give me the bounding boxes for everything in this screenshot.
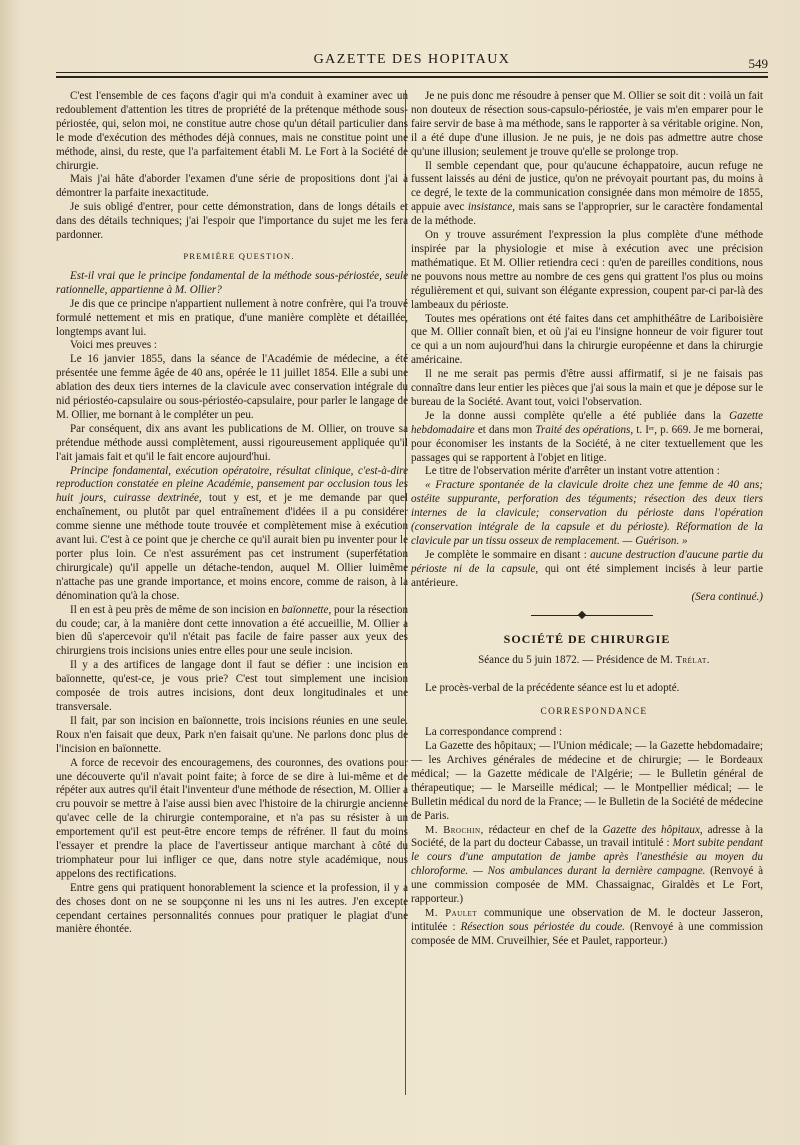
paragraph: On y trouve assurément l'expression la plus complète d'une méthode inspirée par la physiologie et mise à exécution avec une précision mathématique. Et M. Ollier retiendra ceci : qu'en de pareilles conditions, nous ne pouvons nous mettre au nombre de ces gens qui grattent l'os plus ou moins régulièrement et qui, suivant son élégante expression, coupent par-ci par-là des lambeaux du périoste. [411,229,763,311]
paragraph: Le titre de l'observation mérite d'arrêter un instant votre attention : [425,465,720,478]
ornament-diamond-icon [578,610,586,618]
left-column [56,90,408,937]
italic-word: aucune destruction d'aucune partie du périoste ni de la capsule, [411,548,764,575]
paragraph: Mais j'ai hâte d'aborder l'examen d'une série de propositions dont j'ai à démontrer la parfaite inexactitude. [56,173,408,200]
paragraph: Voici mes preuves : [70,339,157,352]
text-span: (Renvoyé à une commission composée de MM. Cruveilhier, Sée et Paulet, rapporteur.) [411,920,764,947]
text-span: adresse à la Société, de la part du docteur Cabasse, un travail intitulé : [411,823,763,850]
paragraph: C'est l'ensemble de ces façons d'agir qui m'a conduit à examiner avec un redoublement d'attention les titres de propriété de la prétenque méthode sous-périostée, qui, selon moi, ne constitue autre chose qu'un détail particulier dans le mode d'exécution des méthodes déjà connues, mais ne constitue point une méthode, ainsi, du reste, que l'a parfaitement établi M. Le Fort à la Société de chirurgie. [56,90,408,172]
principe-italic: Principe fondamental, exécution opératoire, résultat clinique, c'est-à-dire reproduction constatée en pleine Académie, pansement par occlusion tous les huit jours, cuirasse dextrinée, [56,464,408,505]
paragraph-paulet [411,907,763,949]
italic-title: Résection sous périostée du coude. [460,920,625,933]
paragraph: Je ne puis donc me résoudre à penser que M. Ollier se soit dit : voilà un fait non douteux de résection sous-capsulo-périostée, je vais m'en emparer pour le faire servir de base à ma méthode, sans le rapporter à sa véritable origine. Non, il a été dupe d'une illusion. Je ne puis, je ne dois pas admettre autre chose qu'une illusion; seulement je trouve qu'elle se prolonge trop. [411,90,763,158]
header-rule [56,72,768,73]
proces-verbal: Le procès-verbal de la précédente séance est lu et adopté. [425,682,680,695]
text-span: rédacteur en chef de la [483,823,603,836]
paragraph: Il y a des artifices de langage dont il faut se défier : une incision en baïonnette, qu'est-ce, je vous prie? C'est tout simplement une incision composée de trois autres incisions, dont deux longitudinales et une transversale. [56,659,408,713]
president-name: Trélat. [675,655,710,667]
right-column [411,90,763,949]
ornament-divider [411,609,763,623]
paragraph-insistance [411,160,763,230]
italic-word: Gazette des hôpitaux, [602,823,703,836]
question-text: Est-il vrai que le principe fondamental de la méthode sous-périostée, seule rationnelle, appartienne à M. Ollier? [56,269,408,296]
italic-word: Gazette hebdomadaire [411,409,763,436]
italic-word: insistance, [467,201,516,214]
seance-line [411,654,763,668]
paragraph: Entre gens qui pratiquent honorablement la science et la profession, il y a des choses dont on ne se soupçonne ni les uns ni les autres. J'en excepte cependant certaines personnalités connues pour pratiquer le plagiat d'une manière éhontée. [56,881,408,936]
header-rule-thick [56,76,768,78]
ornament-line [531,615,653,616]
section-title-societe: SOCIÉTÉ DE CHIRURGIE [503,631,671,646]
paragraph: Il ne me serait pas permis d'être aussi affirmatif, si je ne faisais pas connaître dans leur entier les pièces que j'ai sous la main et que je dépose sur le bureau de la Société. Avant tout, voici l'observation. [411,368,763,408]
text-span: Il semble cependant que, pour qu'aucune échappatoire, aucun refuge ne fussent laissés au déni de justice, qu'on ne prévoyait pourtant pas, du moins à ce degré, le texte de la communication consignée dans mon mémoire de 1855, appuie avec [411,159,763,214]
paragraph: A force de recevoir des encouragemens, des couronnes, des ovations pour une découverte qu'il n'avait point faite; à force de se dire à lui-même et de répéter aux autres qu'il était l'inventeur d'une méthode de résection, M. Ollier a cru pouvoir se mettre à l'aise aussi bien avec l'histoire de la chirurgie ancienne qu'avec celle de la chirurgie contemporaine, et n'a pas su résister à un emportement qu'il est peut-être encore temps de réfréner. Il faut du moins l'essayer et prendre la place de l'avertisseur antique marchant à côté du triomphateur pour lui infliger ce que, dans notre style académique, nous appelons des rectifications. [56,756,408,880]
author-name: M. Brochin, [425,824,484,836]
paragraph-principe [56,465,408,604]
text-span: Je la donne aussi complète qu'elle a été publiée dans la [425,409,730,422]
page-number: 549 [748,56,768,71]
italic-word: Traité des opérations, [535,423,634,436]
paragraph: Toutes mes opérations ont été faites dans cet amphithéâtre de Lariboisière que M. Ollier connaît bien, et où j'ai eu l'insigne honneur de voir figurer tout ce qui a un nom aujourd'hui dans la chirurgie européenne et dans la chirurgie américaine. [411,312,763,367]
paragraph: Le 16 janvier 1855, dans la séance de l'Académie de médecine, a été présentée une femme âgée de 40 ans, opérée le 11 juillet 1854. Elle a subi une ablation des deux tiers internes de la clavicule avec conservation intégrale du nid périostéo-capsulaire ou sous-périostéo-capsulaire, pour parler le langage de M. Ollier, me bornant à le compléter un peu. [56,353,408,421]
italic-word: baïonnette, [281,603,332,616]
text-span: (Renvoyé à une commission composée de MM. Chassaignac, Giraldès et Le Fort, rapporteur.) [411,865,763,906]
correspondance-heading: CORRESPONDANCE [540,707,648,718]
text-span: t. Iᵉʳ, p. 669. Je me bornerai, pour économiser les instants de la Société, à ne citer textuellement que les passages qui se rapportent à l'objet en litige. [411,423,763,464]
principe-rest: tout y est, et je me demande par quel enchaînement, ou plutôt par quel entraînement d'idées il a pu considérer comme sienne une méthode toute trouvée et complètement mise à exécution avant lui. C'est à ce point que je cherche ce qu'il aurait bien pu inventer pour le porter plus loin. Ce n'est assurément pas cet instrument (superfétation chirurgicale) qu'il appelle un détache-tendon, auquel M. Ollier luimême n'attache pas une grande importance, et moins encore, comme de raison, à la dénomination qu'à la chose. [56,492,408,602]
paragraph: La correspondance comprend : [425,726,563,739]
text-span: pour la résection du coude; car, à la manière dont cette innovation a été accueillie, M. Ollier a bien dû s'apercevoir qu'il n'était pas facile de faire passer aux yeux des chirurgiens trois incisions unies entre elles pour une seule incision. [56,603,408,658]
paragraph-baionnette [56,604,408,660]
journal-list: La Gazette des hôpitaux; — l'Union médicale; — la Gazette hebdomadaire; — les Archives générales de médecine et de chirurgie; — le Bordeaux médical; — la Gazette médicale de l'Algérie; — le Bulletin général de thérapeutique; — le Marseille médical; — le Montpellier médical; — le Bulletin médical du nord de la France; — le Bulletin de la Société de médecine de Paris. [411,740,763,822]
continued-note: (Sera continué.) [691,590,763,603]
paragraph: Je suis obligé d'entrer, pour cette démonstration, dans de longs détails et dans des détails techniques; j'ai l'espoir que l'importance du sujet me les fera pardonner. [56,201,408,242]
paragraph: Je dis que ce principe n'appartient nullement à notre confrère, qui l'a trouvé formulé nettement et mis en pratique, d'une manière complète et détaillée, longtemps avant lui. [56,297,408,338]
text-span: et dans mon [474,423,536,436]
text-span: Il en est à peu près de même de son incision en [70,603,282,616]
paragraph-brochin [411,824,763,907]
paragraph-complete [411,549,763,591]
italic-title: Mort subite pendant le cours d'une amputation de jambe après l'anesthésie au moyen du chloroforme. — Nos ambulances durant la dernière campagne. [411,837,763,878]
newspaper-title: GAZETTE DES HOPITAUX [313,52,511,67]
text-span: qui ont été simplement incisés à leur partie antérieure. [411,562,763,589]
page-header [56,50,768,90]
paragraph: Par conséquent, dix ans avant les publications de M. Ollier, on trouve sa prétendue méthode aussi complètement, aussi rigoureusement appliquée qu'il l'ait jamais fait et qu'il le fait encore aujourd'hui. [56,422,408,463]
text-span: mais sans se l'approprier, sur le caractère fondamental de la méthode. [411,201,764,228]
first-question-heading: PREMIÈRE QUESTION. [183,250,295,261]
paragraph: Il fait, par son incision en baïonnette, trois incisions réunies en une seule. Roux n'en faisait que deux, Park n'en faisait qu'une. Ne parlons donc plus de l'incision en baïonnette. [56,714,408,755]
observation-title-quote: « Fracture spontanée de la clavicule droite chez une femme de 40 ans; ostéite suppurante, perforation des téguments; résection des deux tiers internes de la clavicule; conservation du périoste dans l'opération (conservation intégrale de la capsule et du périoste). Réformation de la clavicule par un tissu osseux de remplacement. — Guérison. » [411,479,763,547]
paragraph-gazette [411,410,763,466]
author-name: M. Paulet [425,907,478,919]
text-span: communique une observation de M. le docteur Jasseron, intitulée : [411,906,763,933]
text-span: Séance du 5 juin 1872. — Présidence de M. [478,654,676,667]
text-span: Je complète le sommaire en disant : [425,548,591,561]
